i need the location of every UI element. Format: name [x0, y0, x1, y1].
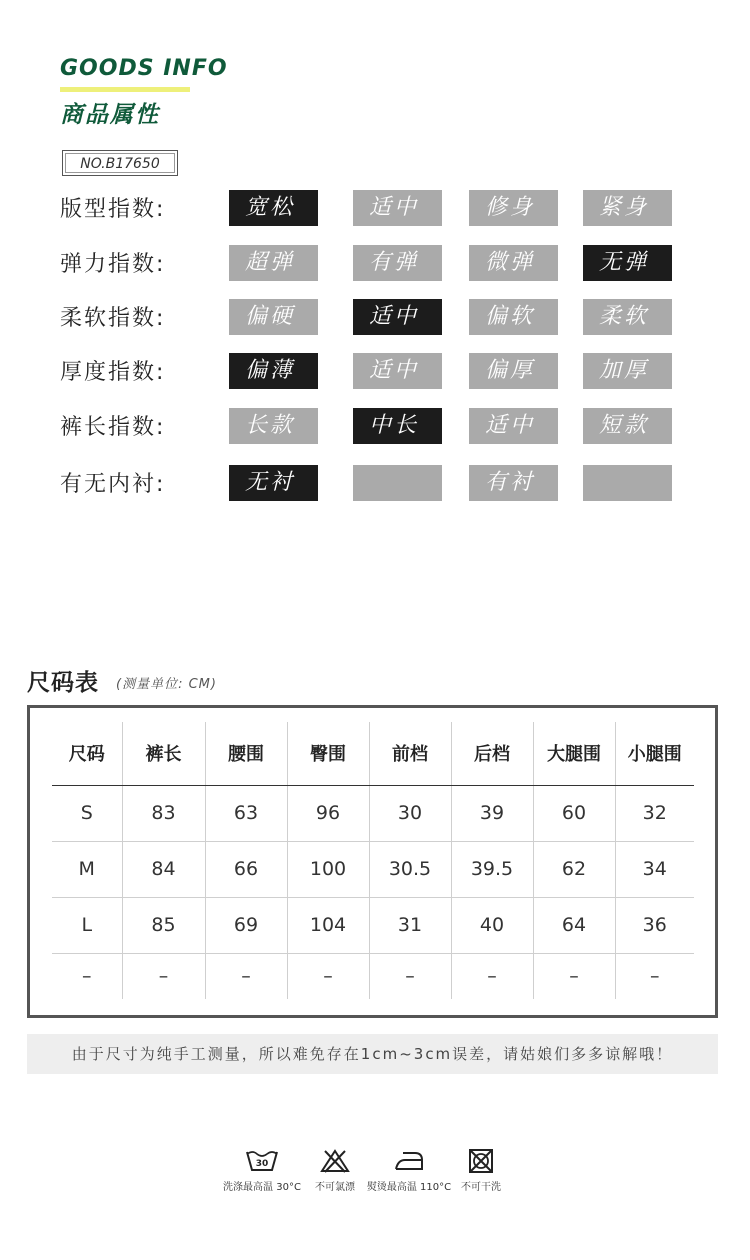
attr-chip [583, 465, 672, 501]
goods-info-title: GOODS INFO [60, 56, 228, 81]
care-label: 洗涤最高温 30°C [223, 1182, 301, 1193]
size-table-unit: (测量单位: CM) [116, 677, 217, 692]
attr-label: 有无内衬: [60, 472, 166, 497]
style-number-box [62, 150, 178, 176]
table-cell: 63 [205, 785, 287, 841]
table-row [52, 785, 694, 841]
table-cell: L [52, 897, 122, 953]
table-cell: – [122, 953, 205, 999]
attr-row-length [60, 408, 700, 444]
attr-row-thickness [60, 353, 700, 389]
attr-label: 裤长指数: [60, 415, 166, 440]
table-header-row [52, 722, 694, 785]
wash-temp-badge: 30 [255, 1159, 269, 1169]
table-cell: 96 [287, 785, 369, 841]
table-row [52, 953, 694, 999]
header-cell: 小腿围 [615, 722, 694, 785]
table-cell: 31 [369, 897, 451, 953]
table-cell: M [52, 841, 122, 897]
table-cell: 39 [451, 785, 533, 841]
attr-chip: 微弹 [469, 245, 558, 281]
table-cell: 36 [615, 897, 694, 953]
table-cell: 85 [122, 897, 205, 953]
care-label: 不可氯漂 [315, 1182, 355, 1193]
attr-chip: 适中 [353, 190, 442, 226]
care-label: 不可干洗 [461, 1182, 501, 1193]
wash-30-icon [245, 1148, 279, 1174]
table-cell: 64 [533, 897, 615, 953]
table-cell: – [615, 953, 694, 999]
no-dry-clean-icon [467, 1148, 495, 1174]
table-cell: 62 [533, 841, 615, 897]
table-cell: – [533, 953, 615, 999]
attr-chip: 超弹 [229, 245, 318, 281]
attr-label: 厚度指数: [60, 360, 166, 385]
table-cell: 100 [287, 841, 369, 897]
attr-row-fit [60, 190, 700, 226]
attr-chip: 偏厚 [469, 353, 558, 389]
attr-chip: 偏薄 [229, 353, 318, 389]
table-row [52, 897, 694, 953]
header-cell: 前档 [369, 722, 451, 785]
header-cell: 腰围 [205, 722, 287, 785]
header-cell: 臀围 [287, 722, 369, 785]
attr-chip: 紧身 [583, 190, 672, 226]
attr-chip: 适中 [469, 408, 558, 444]
size-table-frame [27, 705, 718, 1018]
measurement-note: 由于尺寸为纯手工测量，所以难免存在1cm~3cm误差，请姑娘们多多谅解哦！ [27, 1034, 718, 1074]
attr-row-lining [60, 465, 700, 501]
table-cell: 104 [287, 897, 369, 953]
care-label: 熨烫最高温 110°C [366, 1182, 452, 1193]
table-cell: 34 [615, 841, 694, 897]
attr-chip: 适中 [353, 299, 442, 335]
table-cell: S [52, 785, 122, 841]
header-cell: 裤长 [122, 722, 205, 785]
table-cell: 83 [122, 785, 205, 841]
header-cell: 后档 [451, 722, 533, 785]
header-cell: 大腿围 [533, 722, 615, 785]
attr-chip: 偏硬 [229, 299, 318, 335]
attr-label: 版型指数: [60, 197, 166, 222]
goods-attr-subtitle: 商品属性 [60, 102, 160, 128]
attr-chip: 短款 [583, 408, 672, 444]
size-table-title: 尺码表 [27, 670, 99, 696]
header-cell: 尺码 [52, 722, 122, 785]
table-cell: 30 [369, 785, 451, 841]
attr-chip: 偏软 [469, 299, 558, 335]
attr-chip: 有弹 [353, 245, 442, 281]
table-cell: 66 [205, 841, 287, 897]
attr-chip: 中长 [353, 408, 442, 444]
title-underline [60, 87, 190, 92]
table-cell: – [451, 953, 533, 999]
attr-chip: 柔软 [583, 299, 672, 335]
attr-chip: 宽松 [229, 190, 318, 226]
table-cell: 39.5 [451, 841, 533, 897]
size-table [52, 722, 694, 999]
table-cell: 60 [533, 785, 615, 841]
no-bleach-icon [320, 1148, 350, 1174]
table-cell: – [82, 965, 92, 988]
attr-chip: 适中 [353, 353, 442, 389]
attr-label: 弹力指数: [60, 252, 166, 277]
attr-row-softness [60, 299, 700, 335]
attr-row-elasticity [60, 245, 700, 281]
table-cell: 30.5 [369, 841, 451, 897]
table-cell: 40 [451, 897, 533, 953]
attr-chip: 无衬 [229, 465, 318, 501]
attr-label: 柔软指数: [60, 306, 166, 331]
attr-chip: 有衬 [469, 465, 558, 501]
table-cell: 32 [615, 785, 694, 841]
care-item-dryclean [431, 1148, 531, 1193]
table-cell: 69 [205, 897, 287, 953]
attr-chip: 长款 [229, 408, 318, 444]
table-cell: 84 [122, 841, 205, 897]
attr-chip [353, 465, 442, 501]
table-cell: – [369, 953, 451, 999]
attr-chip: 加厚 [583, 353, 672, 389]
table-row [52, 841, 694, 897]
table-cell: – [287, 953, 369, 999]
table-cell: – [205, 953, 287, 999]
attr-chip: 修身 [469, 190, 558, 226]
iron-110-icon [393, 1148, 425, 1174]
style-number: NO.B17650 [65, 153, 175, 173]
attr-chip: 无弹 [583, 245, 672, 281]
